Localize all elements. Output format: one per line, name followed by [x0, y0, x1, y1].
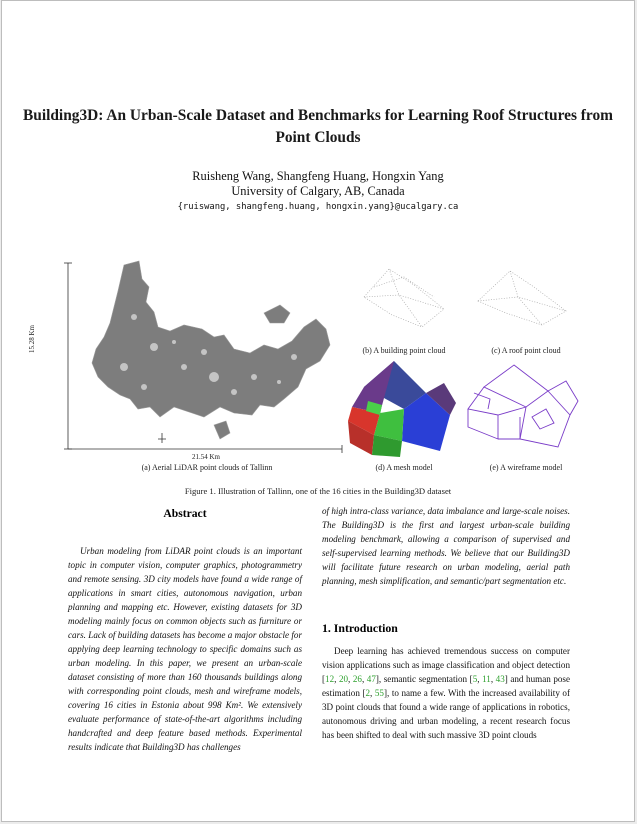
- subcaption-a: (a) Aerial LiDAR point clouds of Tallinn: [141, 463, 273, 472]
- intro-paragraph: Deep learning has achieved tremendous success on computer vision applications such as image classification and object detection [12, 20, 26, 47], semantic segmentation [5, 11, 43] and human pose estimation [2, 55], to name a few. With the increased availability of 3D point clouds that found a wide range of applications in robotics, autonomous driving and urban modeling, a recent research focus has been shifted to deal with such massive 3D point clouds: [322, 646, 571, 740]
- figure-wireframe-model: [462, 357, 586, 461]
- citation-link[interactable]: 2: [365, 688, 371, 698]
- citation-link[interactable]: 5: [472, 674, 478, 684]
- citation-link[interactable]: 43: [495, 674, 505, 684]
- abstract-heading: Abstract: [163, 507, 207, 520]
- figure-building-point-cloud: [344, 257, 464, 341]
- abstract-body: Urban modeling from LiDAR point clouds is an important topic in computer vision, computer graphics, photogrammetry and remote sensing. 3D city models have found a wide range of applications in smart cities, autonomous navigation, urban planning and mapping etc. However, existing datasets for 3D modeling mainly focus on common objects such as furniture or cars. Lack of building datasets has become a major obstacle for applying deep learning technology to specific domains such as urban modeling. In this paper, we present an urban-scale dataset consisting of more than 160 thousands buildings along with corresponding point clouds, mesh and wireframe models, covering 16 cities in Estonia about 998 Km². We extensively evaluate performance of state-of-the-art algorithms including handcrafted and deep feature based methods. Experimental results indicate that Building3D has challenges: [68, 546, 302, 752]
- subcaption-d: (d) A mesh model: [375, 463, 433, 472]
- figure-mesh-model: [344, 357, 464, 461]
- north-arrow-icon: [158, 433, 166, 443]
- paper-title: Building3D: An Urban-Scale Dataset and Benchmarks for Learning Roof Structures from Point Clouds: [23, 107, 613, 146]
- subcaption-e: (e) A wireframe model: [489, 463, 563, 472]
- figure-roof-point-cloud: [462, 257, 586, 341]
- figure-caption: Figure 1. Illustration of Tallinn, one of the 16 cities in the Building3D dataset: [184, 486, 452, 496]
- paper-email: {ruiswang, shangfeng.huang, hongxin.yang}@ucalgary.ca: [177, 202, 459, 212]
- paper-authors: Ruisheng Wang, Shangfeng Huang, Hongxin Yang: [192, 169, 444, 183]
- figure-aerial-map: [54, 257, 344, 457]
- city-point-cloud: [92, 261, 330, 439]
- paper-page: [1, 0, 635, 822]
- subcaption-c: (c) A roof point cloud: [491, 346, 561, 355]
- abstract-continued: of high intra-class variance, data imbalance and large-scale noises. The Building3D is the first and largest urban-scale building modeling benchmark, allowing a comparison of supervised and self-supervised learning methods. We believe that our Building3D will facilitate future research on urban modeling, aerial path planning, mesh simplification, and semantic/part segmentation etc.: [322, 506, 570, 586]
- citation-link[interactable]: 26: [352, 674, 362, 684]
- scale-label-width: 21.54 Km: [192, 453, 220, 461]
- citation-link[interactable]: 11: [482, 674, 491, 684]
- citation-link[interactable]: 55: [374, 688, 384, 698]
- paper-affiliation: University of Calgary, AB, Canada: [231, 184, 405, 198]
- subcaption-b: (b) A building point cloud: [362, 346, 446, 355]
- scale-label-height: 15.28 Km: [28, 325, 36, 353]
- citation-link[interactable]: 20: [338, 674, 349, 684]
- citation-link[interactable]: 12: [325, 674, 335, 684]
- citation-link[interactable]: 47: [366, 674, 376, 684]
- intro-heading: 1. Introduction: [322, 621, 398, 635]
- abstract-text: [68, 544, 302, 754]
